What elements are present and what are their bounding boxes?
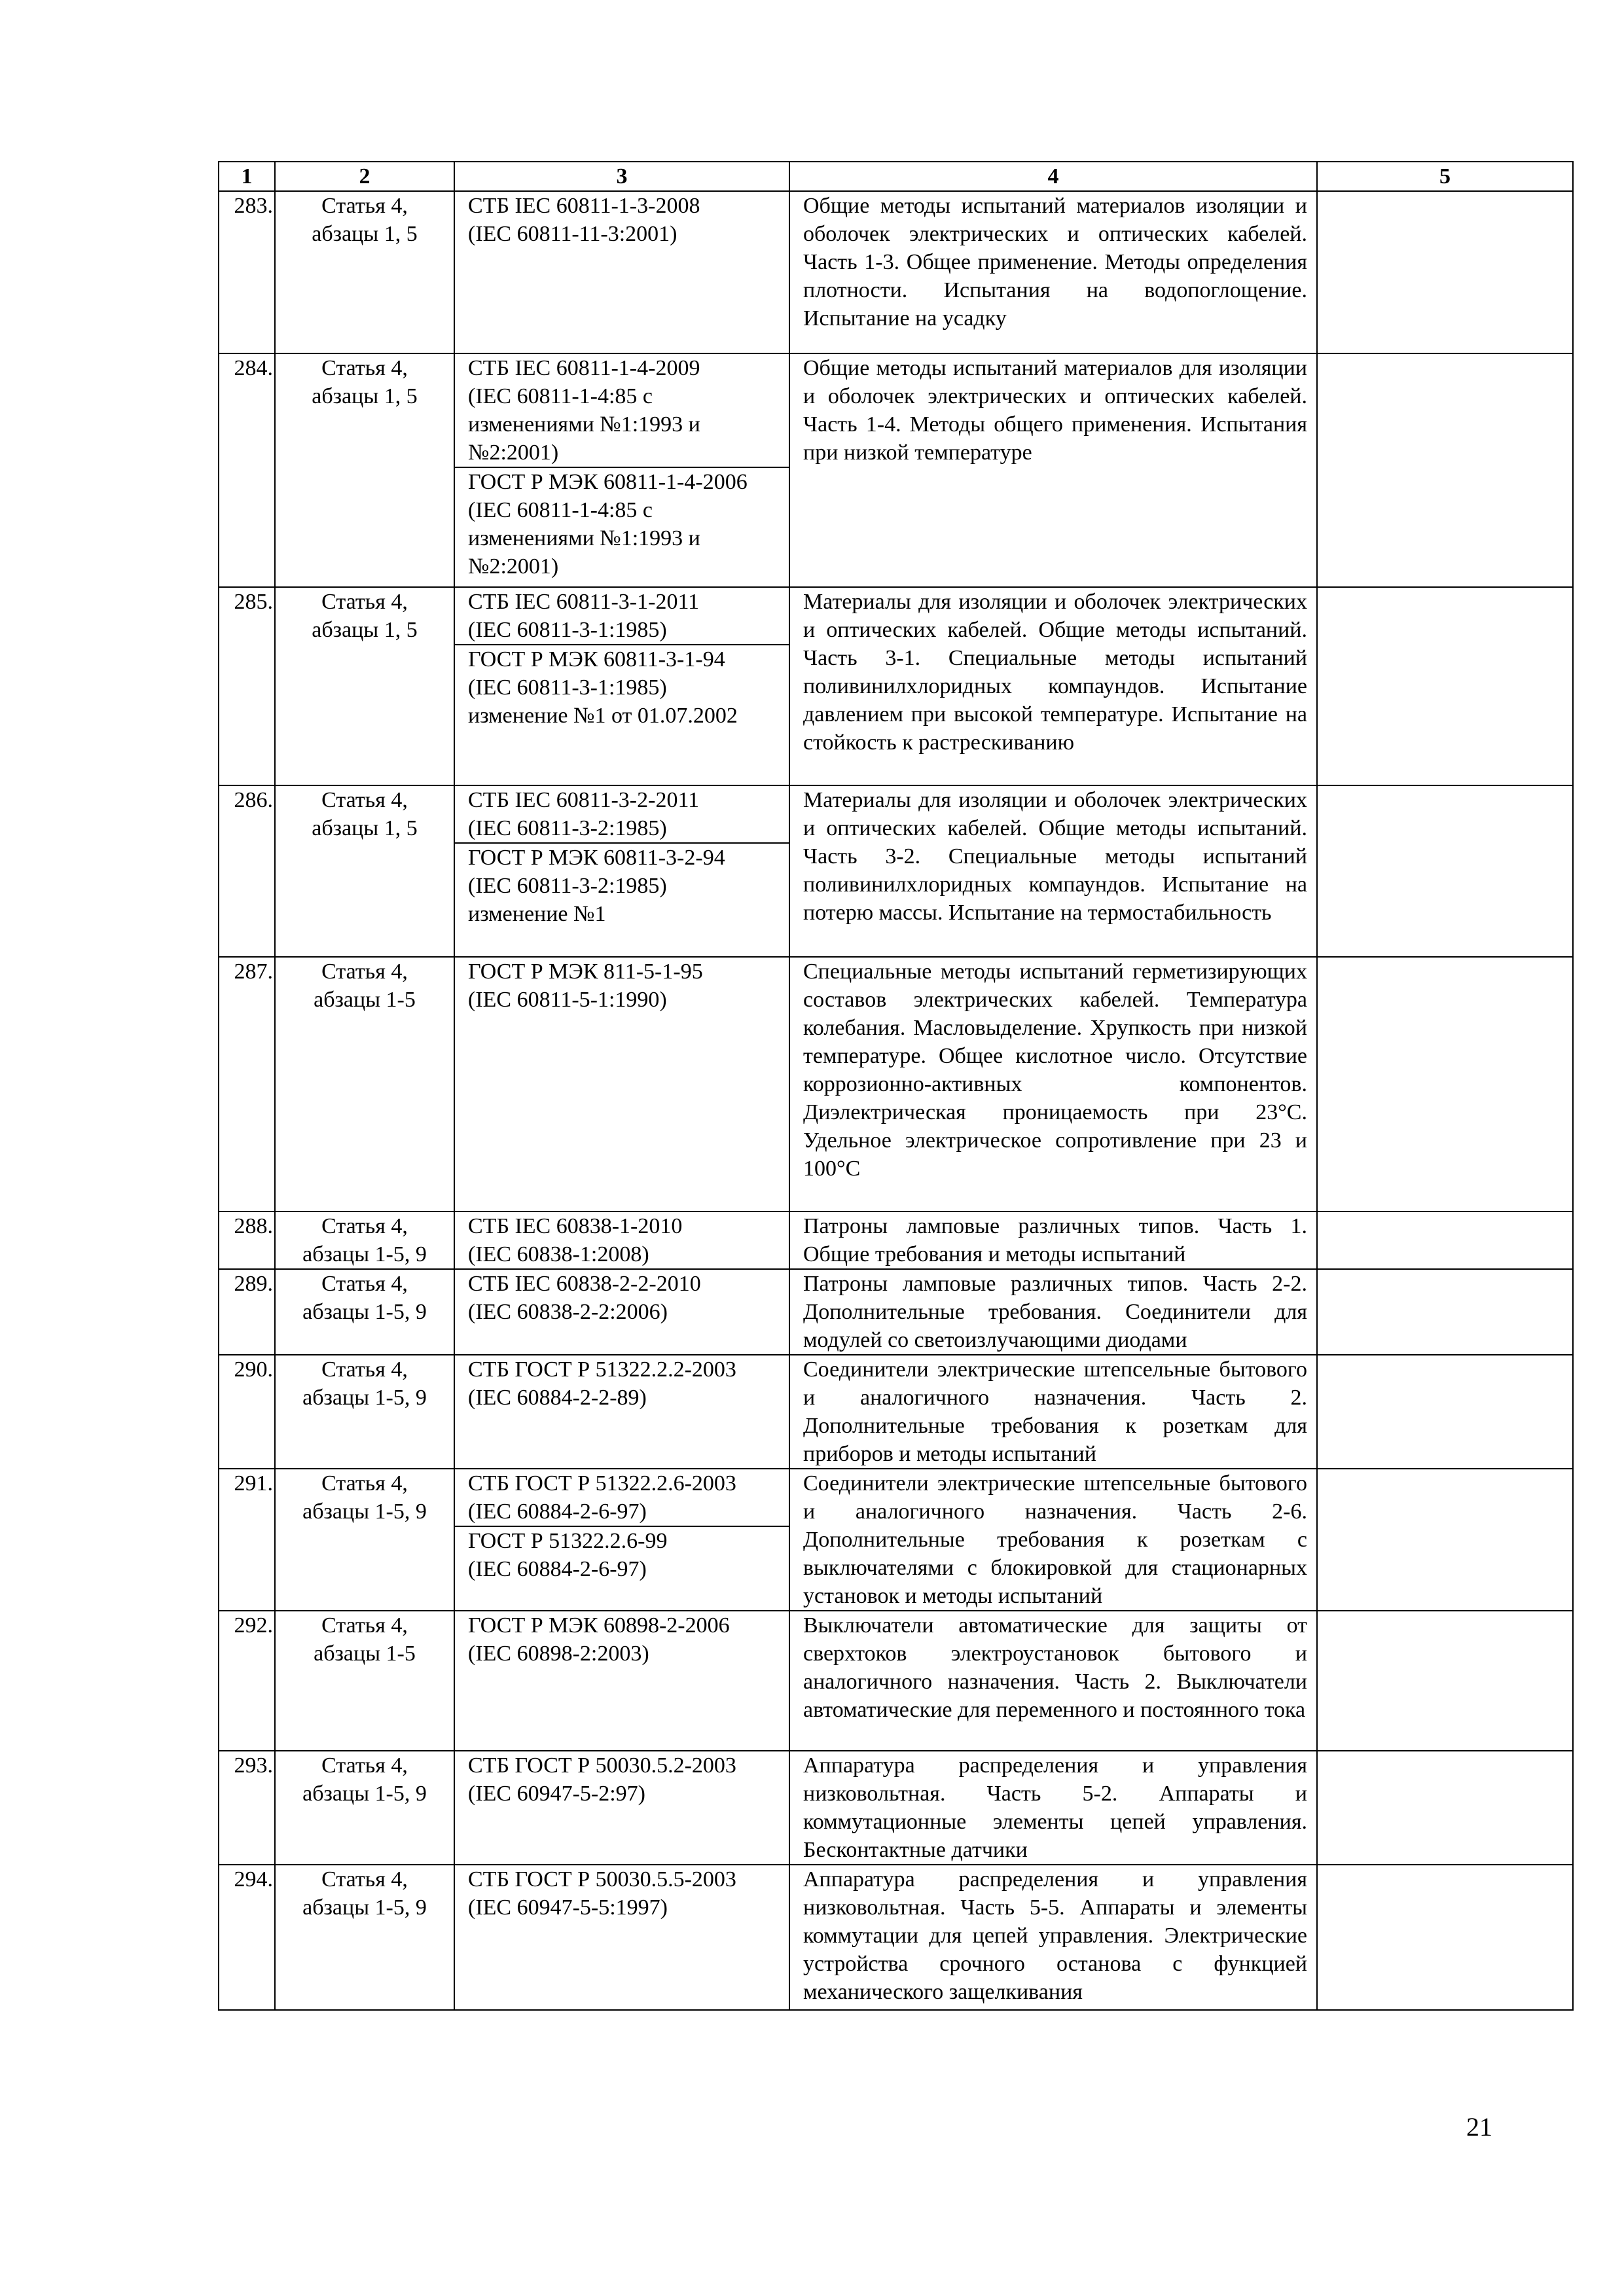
article-reference: Статья 4, абзацы 1-5, 9	[275, 1751, 454, 1865]
standard-designation: СТБ IEC 60811-1-4-2009 (IEC 60811-1-4:85 с изменениями №1:1993 и №2:2001)	[468, 356, 700, 465]
article-reference: Статья 4, абзацы 1, 5	[275, 785, 454, 957]
row-number: 288.	[219, 1211, 275, 1269]
notes-cell	[1317, 957, 1573, 1211]
row-number: 290.	[219, 1355, 275, 1469]
standard-title: Аппаратура распределения и управления низковольтная. Часть 5-2. Аппараты и коммутационные элементы цепей управления. Бесконтактные датчики	[789, 1751, 1317, 1865]
article-reference: Статья 4, абзацы 1, 5	[275, 353, 454, 587]
standard-title: Аппаратура распределения и управления низковольтная. Часть 5-5. Аппараты и элементы коммутации для цепей управления. Электрические устройства срочного останова с функцией механического защелкивания	[789, 1865, 1317, 2010]
row-number: 286.	[219, 785, 275, 957]
notes-cell	[1317, 1269, 1573, 1355]
standard-designation: ГОСТ Р МЭК 60811-3-2-94 (IEC 60811-3-2:1985) изменение №1	[455, 842, 789, 928]
standard-title: Материалы для изоляции и оболочек электрических и оптических кабелей. Общие методы испытаний. Часть 3-1. Специальные методы испытаний поливинилхлоридных компаундов. Испытание давлением при высокой температуре. Испытание на стойкость к растрескиванию	[789, 587, 1317, 785]
header-col-3: 3	[454, 162, 789, 191]
header-col-4: 4	[789, 162, 1317, 191]
standard-title: Специальные методы испытаний герметизирующих составов электрических кабелей. Температура колебания. Масловыделение. Хрупкость при низкой температуре. Общее кислотное число. Отсутствие коррозионно-активных компонентов. Диэлектрическая проницаемость при 23°С. Удельное электрическое сопротивление при 23 и 100°С	[789, 957, 1317, 1211]
standards-table	[218, 161, 1574, 2011]
table-row	[219, 1269, 1573, 1355]
standards-cell	[454, 1469, 789, 1611]
notes-cell	[1317, 1211, 1573, 1269]
standard-title: Патроны ламповые различных типов. Часть 2-2. Дополнительные требования. Соединители для модулей со светоизлучающими диодами	[789, 1269, 1317, 1355]
notes-cell	[1317, 1355, 1573, 1469]
standard-designation: СТБ ГОСТ Р 51322.2.2-2003 (IEC 60884-2-2-89)	[468, 1357, 736, 1410]
article-reference: Статья 4, абзацы 1-5	[275, 1611, 454, 1751]
article-reference: Статья 4, абзацы 1, 5	[275, 191, 454, 353]
standards-cell	[454, 191, 789, 353]
notes-cell	[1317, 1865, 1573, 2010]
table-row	[219, 957, 1573, 1211]
standards-cell	[454, 587, 789, 785]
article-reference: Статья 4, абзацы 1-5	[275, 957, 454, 1211]
article-reference: Статья 4, абзацы 1-5, 9	[275, 1269, 454, 1355]
article-reference: Статья 4, абзацы 1-5, 9	[275, 1355, 454, 1469]
table-header	[219, 162, 1573, 191]
page-number: 21	[1466, 2112, 1492, 2142]
standards-cell	[454, 1751, 789, 1865]
standard-designation: СТБ IEC 60838-1-2010 (IEC 60838-1:2008)	[468, 1214, 683, 1266]
standard-title: Общие методы испытаний материалов изоляции и оболочек электрических и оптических кабелей. Часть 1-3. Общее применение. Методы определения плотности. Испытания на водопоглощение. Испытание на усадку	[789, 191, 1317, 353]
table-row	[219, 353, 1573, 587]
standard-designation: ГОСТ Р МЭК 60898-2-2006 (IEC 60898-2:2003)	[468, 1613, 730, 1666]
standard-designation: СТБ ГОСТ Р 50030.5.2-2003 (IEC 60947-5-2:97)	[468, 1753, 736, 1806]
standard-designation: СТБ IEC 60811-3-1-2011 (IEC 60811-3-1:1985)	[468, 590, 700, 642]
row-number: 285.	[219, 587, 275, 785]
standard-title: Соединители электрические штепсельные бытового и аналогичного назначения. Часть 2-6. Дополнительные требования к розеткам с выключателями с блокировкой для стационарных установок и методы испытаний	[789, 1469, 1317, 1611]
standard-designation: ГОСТ Р МЭК 60811-3-1-94 (IEC 60811-3-1:1985) изменение №1 от 01.07.2002	[455, 644, 789, 730]
standard-designation: ГОСТ Р МЭК 60811-1-4-2006 (IEC 60811-1-4:85 с изменениями №1:1993 и №2:2001)	[455, 467, 789, 581]
notes-cell	[1317, 587, 1573, 785]
notes-cell	[1317, 191, 1573, 353]
standard-designation: СТБ IEC 60838-2-2-2010 (IEC 60838-2-2:2006)	[468, 1272, 701, 1324]
row-number: 283.	[219, 191, 275, 353]
standard-title: Выключатели автоматические для защиты от сверхтоков электроустановок бытового и аналогичного назначения. Часть 2. Выключатели автоматические для переменного и постоянного тока	[789, 1611, 1317, 1751]
table-row	[219, 1751, 1573, 1865]
standards-cell	[454, 785, 789, 957]
table-row	[219, 785, 1573, 957]
table-row	[219, 1211, 1573, 1269]
table-row	[219, 1355, 1573, 1469]
article-reference: Статья 4, абзацы 1-5, 9	[275, 1211, 454, 1269]
standards-cell	[454, 1355, 789, 1469]
standard-title: Материалы для изоляции и оболочек электрических и оптических кабелей. Общие методы испытаний. Часть 3-2. Специальные методы испытаний поливинилхлоридных компаундов. Испытание на потерю массы. Испытание на термостабильность	[789, 785, 1317, 957]
table-body	[219, 191, 1573, 2010]
row-number: 287.	[219, 957, 275, 1211]
table-row	[219, 587, 1573, 785]
table-row	[219, 1865, 1573, 2010]
standard-designation: СТБ IEC 60811-3-2-2011 (IEC 60811-3-2:1985)	[468, 788, 700, 840]
notes-cell	[1317, 1469, 1573, 1611]
row-number: 291.	[219, 1469, 275, 1611]
standard-designation: ГОСТ Р МЭК 811-5-1-95 (IEC 60811-5-1:1990)	[468, 960, 703, 1012]
row-number: 294.	[219, 1865, 275, 2010]
table-row	[219, 191, 1573, 353]
standards-cell	[454, 957, 789, 1211]
standard-title: Общие методы испытаний материалов для изоляции и оболочек электрических и оптических кабелей. Часть 1-4. Методы общего применения. Испытания при низкой температуре	[789, 353, 1317, 587]
row-number: 289.	[219, 1269, 275, 1355]
article-reference: Статья 4, абзацы 1, 5	[275, 587, 454, 785]
notes-cell	[1317, 785, 1573, 957]
standards-cell	[454, 1865, 789, 2010]
article-reference: Статья 4, абзацы 1-5, 9	[275, 1865, 454, 2010]
header-col-2: 2	[275, 162, 454, 191]
standards-cell	[454, 1611, 789, 1751]
notes-cell	[1317, 353, 1573, 587]
row-number: 293.	[219, 1751, 275, 1865]
standards-cell	[454, 1269, 789, 1355]
standards-cell	[454, 1211, 789, 1269]
header-col-5: 5	[1317, 162, 1573, 191]
article-reference: Статья 4, абзацы 1-5, 9	[275, 1469, 454, 1611]
standard-designation: СТБ ГОСТ Р 50030.5.5-2003 (IEC 60947-5-5:1997)	[468, 1867, 736, 1920]
standard-designation: ГОСТ Р 51322.2.6-99 (IEC 60884-2-6-97)	[455, 1526, 789, 1583]
standard-designation: СТБ IEC 60811-1-3-2008 (IEC 60811-11-3:2001)	[468, 194, 700, 246]
table-row	[219, 1611, 1573, 1751]
header-col-1: 1	[219, 162, 275, 191]
standard-title: Патроны ламповые различных типов. Часть 1. Общие требования и методы испытаний	[789, 1211, 1317, 1269]
row-number: 284.	[219, 353, 275, 587]
header-row	[219, 162, 1573, 191]
standard-designation: СТБ ГОСТ Р 51322.2.6-2003 (IEC 60884-2-6-97)	[468, 1471, 736, 1524]
table-row	[219, 1469, 1573, 1611]
notes-cell	[1317, 1611, 1573, 1751]
standard-title: Соединители электрические штепсельные бытового и аналогичного назначения. Часть 2. Дополнительные требования к розеткам для приборов и методы испытаний	[789, 1355, 1317, 1469]
row-number: 292.	[219, 1611, 275, 1751]
notes-cell	[1317, 1751, 1573, 1865]
standards-cell	[454, 353, 789, 587]
